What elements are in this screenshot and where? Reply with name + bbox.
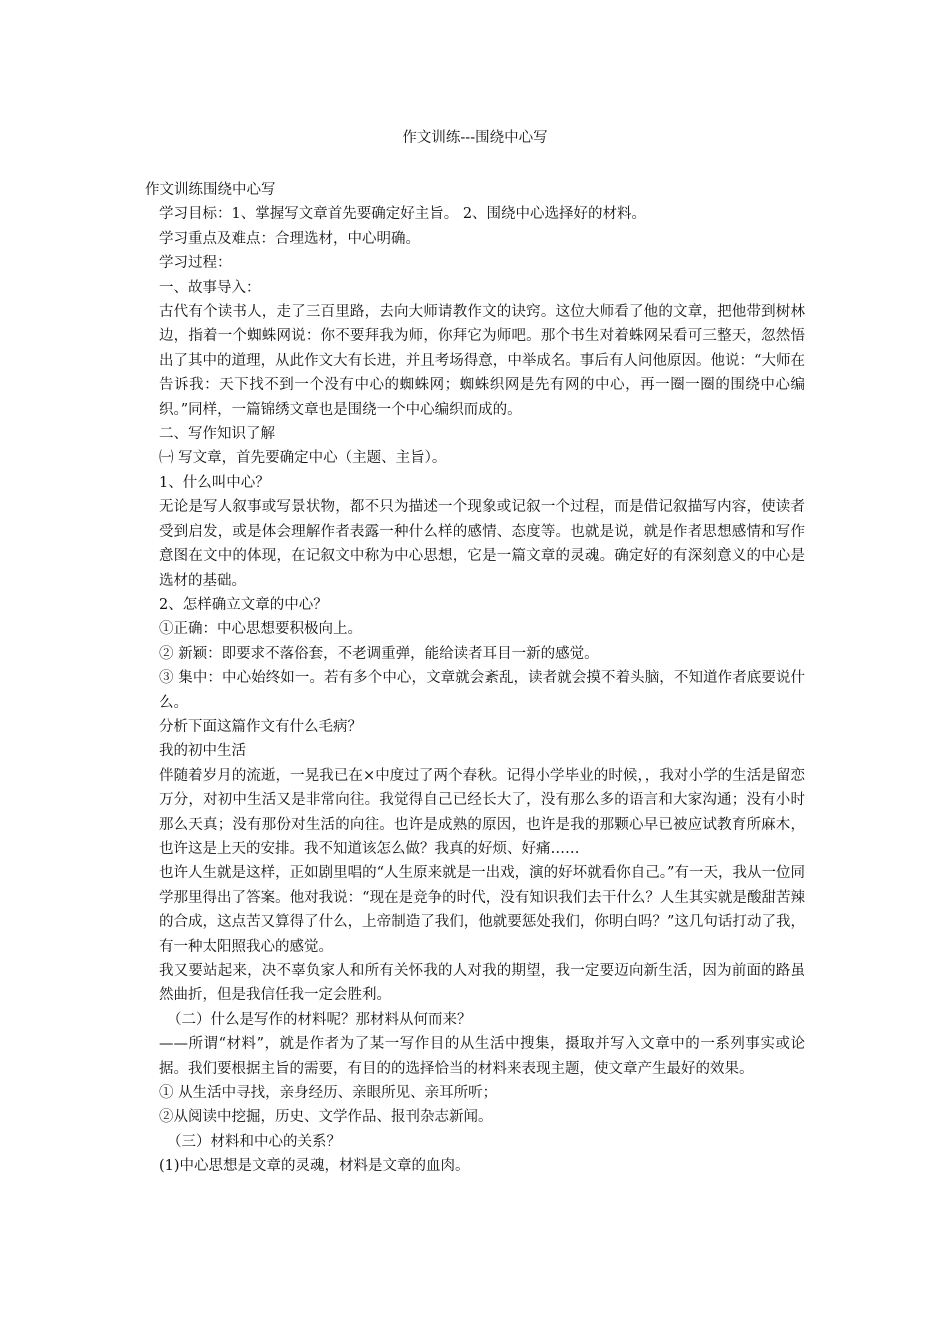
subsection-one: ㈠ 写文章，首先要确定中心（主题、主旨）。 [159, 450, 447, 467]
material-source-life: ① 从生活中寻找，亲身经历、亲眼所见、亲耳所听； [159, 1085, 498, 1102]
subsection-three: （三）材料和中心的关系？ [167, 1133, 341, 1150]
document-body [145, 178, 805, 1179]
question-one: 1、什么叫中心？ [159, 474, 270, 491]
essay-title: 我的初中生活 [159, 743, 246, 760]
part-two-heading: 二、写作知识了解 [159, 426, 275, 443]
center-definition: 无论是写人叙事或写景状物，都不只为描述一个现象或记叙一个过程，而是借记叙描写内容，使读者受到启发，或是体会理解作者表露一种什么样的感情、态度等。也就是说，就是作者思想感情和写作意图在文中的体现，在记叙文中称为中心思想，它是一篇文章的灵魂。确定好的有深刻意义的中心是选材的基础。 [159, 499, 805, 589]
key-points: 学习重点及难点：合理选材，中心明确。 [159, 230, 420, 247]
part-one-heading: 一、故事导入： [159, 279, 261, 296]
story-paragraph: 古代有个读书人，走了三百里路，去向大师请教作文的诀窍。这位大师看了他的文章，把他带到树林边，指着一个蜘蛛网说：你不要拜我为师，你拜它为师吧。那个书生对着蛛网呆看可三整天，忽然悟出了其中的道理，从此作文大有长进，并且考场得意，中举成名。事后有人问他原因。他说：“大师在告诉我：天下找不到一个没有中心的蜘蛛网；蜘蛛织网是先有网的中心，再一圈一圈的围绕中心编织。”同样，一篇锦绣文章也是围绕一个中心编织而成的。 [159, 304, 805, 418]
subsection-two: （二）什么是写作的材料呢？那材料从何而来？ [167, 1011, 472, 1028]
section-heading: 作文训练围绕中心写 [145, 182, 276, 198]
essay-paragraph-3: 我又要站起来，决不辜负家人和所有关怀我的人对我的期望，我一定要迈向新生活，因为前面的路虽然曲折，但是我信任我一定会胜利。 [159, 963, 805, 1004]
process-heading: 学习过程： [159, 255, 232, 272]
document-title: 作文训练---围绕中心写 [402, 130, 548, 146]
essay-paragraph-2: 也许人生就是这样，正如剧里唱的“人生原来就是一出戏，演的好坏就看你自己。”有一天，我从一位同学那里得出了答案。他对我说：“现在是竞争的时代，没有知识我们去干什么？人生其实就是酸甜苦辣的合成，这点苦又算得了什么，上帝制造了我们，他就要惩处我们，你明白吗？”这几句话打动了我，有一种太阳照我心的感觉。 [159, 865, 805, 955]
material-source-reading: ②从阅读中挖掘，历史、文学作品、报刊杂志新闻。 [159, 1109, 493, 1126]
learning-goal: 学习目标：1、掌握写文章首先要确定好主旨。 2、围绕中心选择好的材料。 [159, 206, 647, 223]
analysis-prompt: 分析下面这篇作文有什么毛病？ [159, 718, 362, 735]
list-item-focused: ③ 集中：中心始终如一。若有多个中心，文章就会紊乱，读者就会摸不着头脑，不知道作者底要说什么。 [159, 670, 805, 711]
relation-point-1: (1)中心思想是文章的灵魂，材料是文章的血肉。 [159, 1158, 470, 1175]
essay-paragraph-1: 伴随着岁月的流逝，一晃我已在×中度过了两个春秋。记得小学毕业的时候，，我对小学的生活是留恋万分，对初中生活又是非常向往。我觉得自己已经长大了，没有那么多的语言和大家沟通；没有小时那么天真；没有那份对生活的向往。也许是成熟的原因，也许是我的那颗心早已被应试教育所麻木，也许这是上天的安排。我不知道该怎么做？我真的好烦、好痛…… [159, 767, 805, 857]
question-two: 2、怎样确立文章的中心？ [159, 596, 328, 613]
list-item-novel: ② 新颖：即要求不落俗套，不老调重弹，能给读者耳目一新的感觉。 [159, 645, 599, 662]
material-definition: ——所谓“材料”，就是作者为了某一写作目的从生活中搜集，摄取并写入文章中的一系列事实或论据。我们要根据主旨的需要，有目的的选择恰当的材料来表现主题，使文章产生最好的效果。 [159, 1036, 805, 1077]
list-item-correct: ①正确：中心思想要积极向上。 [159, 621, 362, 638]
